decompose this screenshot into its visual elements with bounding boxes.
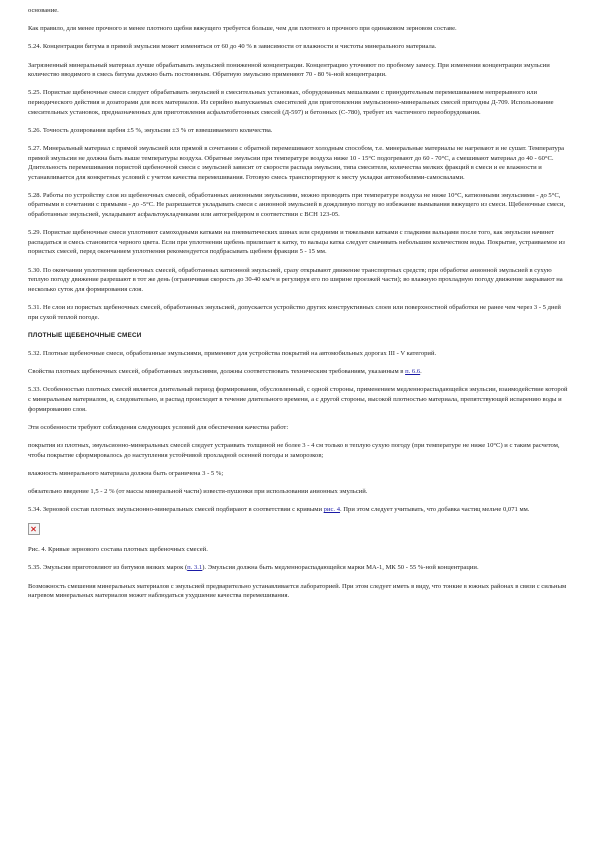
- paragraph-5-28: 5.28. Работы по устройству слоя из щебеночных смесей, обработанных анионными эмульсиями, можно проводить при температуре воздуха не ниже 10°С, катионными эмульсиями - до 5°С, обратными в сочетании с прямыми - до -5°С. Не разрешается укладывать смеси с анионной эмульсией в дождливую погоду во избежание вымывания вяжущего из смеси. Щебеночные смеси, обработанные эмульсией, укладывают асфальтоукладчиками или автогрейдером в соответствии с ВСН 123-05.: [28, 191, 566, 219]
- link-p-6-6[interactable]: п. 6.6: [405, 368, 421, 376]
- link-fig-4[interactable]: рис. 4: [323, 506, 340, 514]
- text: 5.35. Эмульсии приготовляют из битумов вязких марок (: [28, 564, 188, 572]
- paragraph-5-35: [28, 563, 570, 573]
- paragraph-5-34: [28, 505, 570, 515]
- paragraph-5-27: 5.27. Минеральный материал с прямой эмульсией или прямой в сочетании с обратной перемешивают холодным способом, т.е. минеральные материалы не нагревают и не сушат. Температура прямой эмульсии не должна быть выше температуры воздуха. Обратные эмульсии при температуре воздуха ниже 10 - 15°С подогревают до 60 - 70°С, а смешивают материал до 40 - 60°С. Длительность перемешивания пористой щебеночной смеси с эмульсией зависит от скорости распада эмульсии, типа смесителя, количества мелких фракций в смеси и ее влажности и устанавливается для конкретных условий с учетом качества перемешивания. Готовую смесь транспортируют к месту укладки автомобилями-самосвалами.: [28, 144, 565, 181]
- broken-image-icon[interactable]: [28, 523, 40, 535]
- figure-caption: Рис. 4. Кривые зернового состава плотных щебеночных смесей.: [28, 546, 208, 554]
- paragraph: Эти особенности требуют соблюдения следующих условий для обеспечения качества работ:: [28, 423, 289, 431]
- paragraph-5-24: 5.24. Концентрация битума в прямой эмульсии может изменяться от 60 до 40 % в зависимости от влажности и чистоты минерального материала.: [28, 43, 437, 51]
- section-heading: ПЛОТНЫЕ ЩЕБЕНОЧНЫЕ СМЕСИ: [28, 331, 142, 339]
- paragraph-5-30: 5.30. По окончании уплотнения щебеночных смесей, обработанных катионной эмульсией, сразу открывают движение транспортных средств; при обработке анионной эмульсией в сухую теплую погоду движение разрешают в тот же день (ограничивая скорость до 30-40 км/ч и регулируя его по ширине проезжей части); во влажную прохладную погоду движение закрывают на несколько суток для формирования слоя.: [28, 266, 563, 293]
- paragraph: Как правило, для менее прочного и менее плотного щебня вяжущего требуется больше, чем для плотного и прочного при одинаковом зерновом составе.: [28, 25, 457, 33]
- text: .: [420, 368, 422, 376]
- paragraph: основание.: [28, 7, 59, 14]
- paragraph-5-26: 5.26. Точность дозирования щебня ±5 %, эмульсии ±3 % от взвешиваемого количества.: [28, 126, 273, 134]
- paragraph: влажность минерального материала должна быть ограничена 3 - 5 %;: [28, 469, 224, 477]
- paragraph-5-25: 5.25. Пористые щебеночные смеси следует обрабатывать эмульсией в смесительных установках, оборудованных мешалками с принудительным перемешиванием непрерывного или периодического действия и дозаторами для всех материалов. Из серийно выпускаемых смесителей для приготовления эмульсионно-минеральных смесей пригодны Д-709. Использование смесительных установок, предназначенных для приготовления асфальтобетонных смесей (Д-597) и бетонных (С-780), требует их частичного переоборудования.: [28, 89, 554, 116]
- paragraph: покрытия из плотных, эмульсионно-минеральных смесей следует устраивать толщиной не более 3 - 4 см только в теплую сухую погоду (при температуре не ниже 10°С) и с таким расчетом, чтобы покрытие сформировалось до наступления устойчивой прохладной осенней погоды и заморозков;: [28, 441, 560, 459]
- paragraph-5-33: 5.33. Особенностью плотных смесей является длительный период формирования, обусловленный, с одной стороны, применением медленнораспадающейся эмульсии, взаимодействие которой с минеральным материалом, и, следовательно, и распад происходят в течение длительного времени, а с другой стороны, высокой плотностью материала, препятствующей испарению воды и формированию слоя.: [28, 386, 568, 413]
- paragraph-5-32: 5.32. Плотные щебеночные смеси, обработанные эмульсиями, применяют для устройства покрытий на автомобильных дорогах III - V категорий.: [28, 349, 437, 357]
- paragraph-5-31: 5.31. Не слои из пористых щебеночных смесей, обработанных эмульсией, допускается устройство других конструктивных слоев или поверхностной обработки не ранее чем через 3 - 5 дней при сухой теплой погоде.: [28, 304, 561, 321]
- document-page: [28, 6, 570, 609]
- paragraph: Загрязненный минеральный материал лучше обрабатывать эмульсией пониженной концентрации. Концентрацию уточняют по пробному замесу. При изменении концентрации эмульсии количество вводимого в смесь битума должно быть постоянным. Обратную эмульсию применяют 70 - 80 %-ной концентрации.: [28, 61, 550, 79]
- paragraph: обязательно введение 1,5 - 2 % (от массы минеральной части) извести-пушонки при использовании анионных эмульсий.: [28, 487, 368, 495]
- link-p-3-1[interactable]: п. 3.1: [187, 564, 203, 572]
- text: Свойства плотных щебеночных смесей, обработанных эмульсиями, должны соответствовать техническим требованиям, указанным в: [28, 368, 406, 376]
- paragraph: Возможность смешения минеральных материалов с эмульсией предварительно устанавливается лабораторией. При этом следует иметь в виду, что тонкие в южных районах в связи с сильным нагревом минеральных материалов может наблюдаться ухудшение качества перемешивания.: [28, 582, 567, 600]
- text: ). Эмульсия должна быть медленнораспадающейся марки МА-1, МК 50 - 55 %-ной концентрации.: [202, 564, 479, 572]
- text: 5.34. Зерновой состав плотных эмульсионно-минеральных смесей подбирают в соответствии с кривыми: [28, 506, 324, 514]
- paragraph-5-29: 5.29. Пористые щебеночные смеси уплотняют самоходными катками на пневматических шинах или средними и тяжелыми катками с гладкими вальцами после того, как эмульсия начинет распадаться и смесь становится черного цвета. Если при уплотнении щебень прилипает к катку, то вальцы катка следует смачивать небольшим количеством воды. Покрытие, устраиваемое из пористых смесей, перед окончанием уплотнения рекомендуется подбрасывать щебнем фракции 5 - 15 мм.: [28, 229, 565, 256]
- text: . При этом следует учитывать, что добавка частиц мельче 0,071 мм.: [340, 506, 530, 514]
- paragraph: [28, 367, 570, 377]
